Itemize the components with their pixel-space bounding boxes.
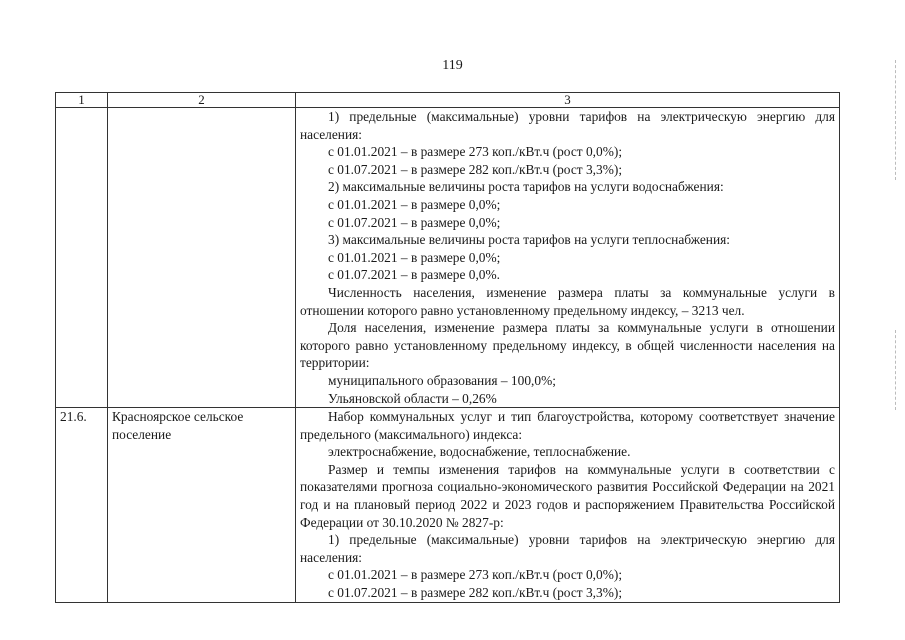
paragraph: Доля населения, изменение размера платы за коммунальные услуги в отношении которого равно установленному предельному индексу, в общей численности населения на территории: <box>300 320 835 371</box>
paragraph: муниципального образования – 100,0%; <box>328 372 556 388</box>
page-number: 119 <box>442 58 463 73</box>
paragraph: с 01.07.2021 – в размере 282 коп./кВт.ч (рост 3,3%); <box>328 585 623 601</box>
row-number-cell <box>56 108 108 408</box>
paragraph: с 01.01.2021 – в размере 0,0%; <box>328 249 501 265</box>
table-header-row <box>56 93 840 108</box>
paragraph: с 01.07.2021 – в размере 0,0%. <box>328 267 500 283</box>
paragraph: Ульяновской области – 0,26% <box>328 390 497 406</box>
paragraph: с 01.01.2021 – в размере 0,0%; <box>328 196 501 212</box>
row-number-cell: 21.6. <box>56 408 108 603</box>
scan-margin-mark <box>895 60 897 180</box>
paragraph: с 01.01.2021 – в размере 273 коп./кВт.ч (рост 0,0%); <box>328 144 623 160</box>
scan-margin-mark <box>895 330 897 410</box>
paragraph: электроснабжение, водоснабжение, теплоснабжение. <box>328 444 631 460</box>
municipality-cell <box>108 108 296 408</box>
paragraph: с 01.07.2021 – в размере 0,0%; <box>328 214 501 230</box>
paragraph: с 01.07.2021 – в размере 282 коп./кВт.ч (рост 3,3%); <box>328 161 623 177</box>
paragraph: 2) максимальные величины роста тарифов на услуги водоснабжения: <box>328 179 724 195</box>
paragraph: 1) предельные (максимальные) уровни тарифов на электрическую энергию для населения: <box>300 109 835 142</box>
column-header-3: 3 <box>296 93 840 108</box>
tariff-table <box>55 92 840 603</box>
table-row <box>56 108 840 408</box>
paragraph: 3) максимальные величины роста тарифов на услуги теплоснабжения: <box>328 232 730 248</box>
column-header-1: 1 <box>56 93 108 108</box>
table-row <box>56 408 840 603</box>
paragraph: 1) предельные (максимальные) уровни тарифов на электрическую энергию для населения: <box>300 532 835 565</box>
paragraph: Численность населения, изменение размера платы за коммунальные услуги в отношении которого равно установленному предельному индексу, – 3213 чел. <box>300 284 835 318</box>
paragraph: с 01.01.2021 – в размере 273 коп./кВт.ч (рост 0,0%); <box>328 567 623 583</box>
paragraph: Размер и темпы изменения тарифов на коммунальные услуги в соответствии с показателями прогноза социально-экономического развития Российской Федерации на 2021 год и на плановый период 2022 и 2023 годов и распоряжением Правительства Российской Федерации от 30.10.2020 № 2827-р: <box>300 461 835 530</box>
paragraph: Набор коммунальных услуг и тип благоустройства, которому соответствует значение предельного (максимального) индекса: <box>300 409 835 442</box>
tariff-description-cell <box>296 408 840 603</box>
column-header-2: 2 <box>108 93 296 108</box>
tariff-description-cell <box>296 108 840 408</box>
municipality-cell: Красноярское сельское поселение <box>108 408 296 603</box>
